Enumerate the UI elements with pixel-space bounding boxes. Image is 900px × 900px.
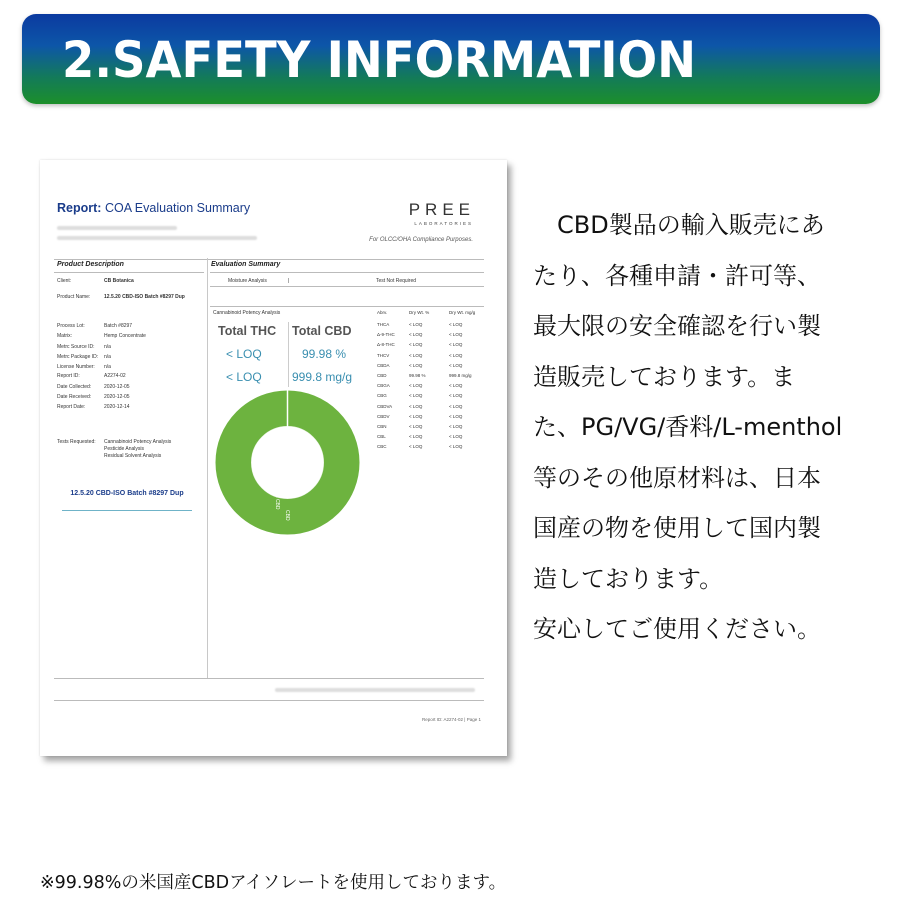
table-header: Abrv. Dry Wt. % Dry Wt. mg/g bbox=[377, 310, 476, 315]
field-row: Client: CB Botanica bbox=[57, 278, 134, 284]
description-line: 安心してご使用ください。 bbox=[533, 615, 821, 643]
report-title: Report: COA Evaluation Summary bbox=[57, 201, 251, 215]
table-row: THCA < LOQ < LOQ bbox=[377, 322, 463, 327]
divider bbox=[54, 272, 204, 273]
total-cbd-label: Total CBD bbox=[292, 324, 352, 338]
description-line: 等のその他原材料は、日本 bbox=[533, 463, 821, 492]
field-row: Metrc Source ID: n/a bbox=[57, 344, 111, 350]
potency-label: Cannabinoid Potency Analysis bbox=[213, 310, 281, 316]
table-row: CBDA < LOQ < LOQ bbox=[377, 362, 463, 368]
field-row: Date Collected: 2020-12-05 bbox=[57, 384, 130, 390]
donut-center-label: Total Cannabinoids 99.98% bbox=[272, 443, 304, 463]
table-row: THCV < LOQ < LOQ bbox=[377, 352, 463, 358]
divider bbox=[210, 286, 484, 287]
table-row: CBN < LOQ < LOQ bbox=[377, 424, 463, 429]
description-line: 国産の物を使用して国内製 bbox=[533, 514, 821, 542]
column-divider bbox=[207, 258, 208, 678]
description-line: CBD製品の輸入販売にあ bbox=[533, 211, 825, 239]
table-row: CBDV < LOQ < LOQ bbox=[377, 413, 463, 419]
batch-underline bbox=[62, 510, 192, 511]
blurred-line bbox=[57, 236, 257, 240]
description-line: 造販売しております。ま bbox=[533, 362, 796, 391]
field-row: Process Lot: Batch #8297 bbox=[57, 323, 133, 329]
thc-percent: < LOQ bbox=[226, 347, 262, 361]
moisture-label: Moisture Analysis bbox=[228, 278, 267, 284]
table-row: CBG < LOQ < LOQ bbox=[377, 393, 463, 399]
lab-logo: PREE bbox=[408, 200, 475, 219]
thc-mg: < LOQ bbox=[226, 370, 262, 384]
divider bbox=[54, 678, 484, 679]
description-line: 造しております。 bbox=[533, 564, 724, 593]
moisture-separator: | bbox=[288, 278, 290, 284]
field-row: Report Date: 2020-12-14 bbox=[57, 404, 130, 410]
table-row: CBL < LOQ < LOQ bbox=[377, 434, 463, 440]
field-row: License Number: n/a bbox=[57, 364, 111, 370]
field-row: Report ID: A2274-02 bbox=[57, 373, 126, 379]
lab-logo-subtitle: LABORATORIES bbox=[414, 221, 473, 226]
test-not-required: Test Not Required bbox=[376, 278, 417, 284]
tests-requested-label: Tests Requested: bbox=[57, 439, 96, 445]
description-line: 最大限の安全確認を行い製 bbox=[533, 312, 821, 340]
blurred-line bbox=[57, 226, 177, 230]
table-row: CBDVA < LOQ < LOQ bbox=[377, 403, 463, 409]
section-title: 2.SAFETY INFORMATION bbox=[62, 31, 697, 89]
table-row: CBGA < LOQ < LOQ bbox=[377, 383, 463, 389]
divider bbox=[54, 259, 484, 260]
divider bbox=[210, 272, 484, 273]
product-description-heading: Product Description bbox=[57, 261, 124, 268]
tests-requested-list: Cannabinoid Potency Analysis Pesticide Analysis Residual Solvent Analysis bbox=[104, 439, 172, 459]
evaluation-summary-heading: Evaluation Summary bbox=[211, 261, 281, 268]
description-text bbox=[533, 200, 883, 655]
cbd-mg: 999.8 mg/g bbox=[292, 370, 353, 384]
footnote: ※99.98%の米国産CBDアイソレートを使用しております。 bbox=[40, 873, 507, 893]
coa-document-image bbox=[40, 160, 507, 756]
section-banner bbox=[22, 14, 880, 104]
table-row: CBD 99.98 % 999.8 mg/g bbox=[377, 373, 472, 378]
report-footer: Report ID: A2274-02 | Page 1 bbox=[422, 717, 481, 722]
blurred-line bbox=[275, 688, 475, 692]
table-row: Δ-8-THC < LOQ < LOQ bbox=[377, 342, 463, 348]
field-row: Date Received: 2020-12-05 bbox=[57, 394, 130, 400]
total-thc-label: Total THC bbox=[218, 324, 277, 338]
compliance-note: For OLCC/OHA Compliance Purposes. bbox=[369, 237, 473, 243]
field-row: Product Name: 12.5.20 CBD-ISO Batch #8297 Dup bbox=[57, 294, 185, 300]
description-line: たり、各種申請・許可等、 bbox=[533, 261, 821, 290]
donut-label-total: Total CBD bbox=[274, 487, 280, 510]
table-row: CBC < LOQ < LOQ bbox=[377, 444, 463, 450]
description-line: た、PG/VG/香料/L-menthol bbox=[533, 413, 843, 441]
batch-caption: 12.5.20 CBD-ISO Batch #8297 Dup bbox=[70, 490, 184, 497]
field-row: Metrc Package ID: n/a bbox=[57, 354, 111, 360]
divider bbox=[210, 306, 484, 307]
cbd-percent: 99.98 % bbox=[302, 347, 347, 361]
totals-divider bbox=[288, 322, 289, 387]
donut-label-cbd: CBD bbox=[284, 510, 290, 521]
field-row: Matrix: Hemp Concentrate bbox=[57, 333, 146, 339]
table-row: Δ-9-THC < LOQ < LOQ bbox=[377, 332, 463, 338]
divider bbox=[54, 700, 484, 701]
